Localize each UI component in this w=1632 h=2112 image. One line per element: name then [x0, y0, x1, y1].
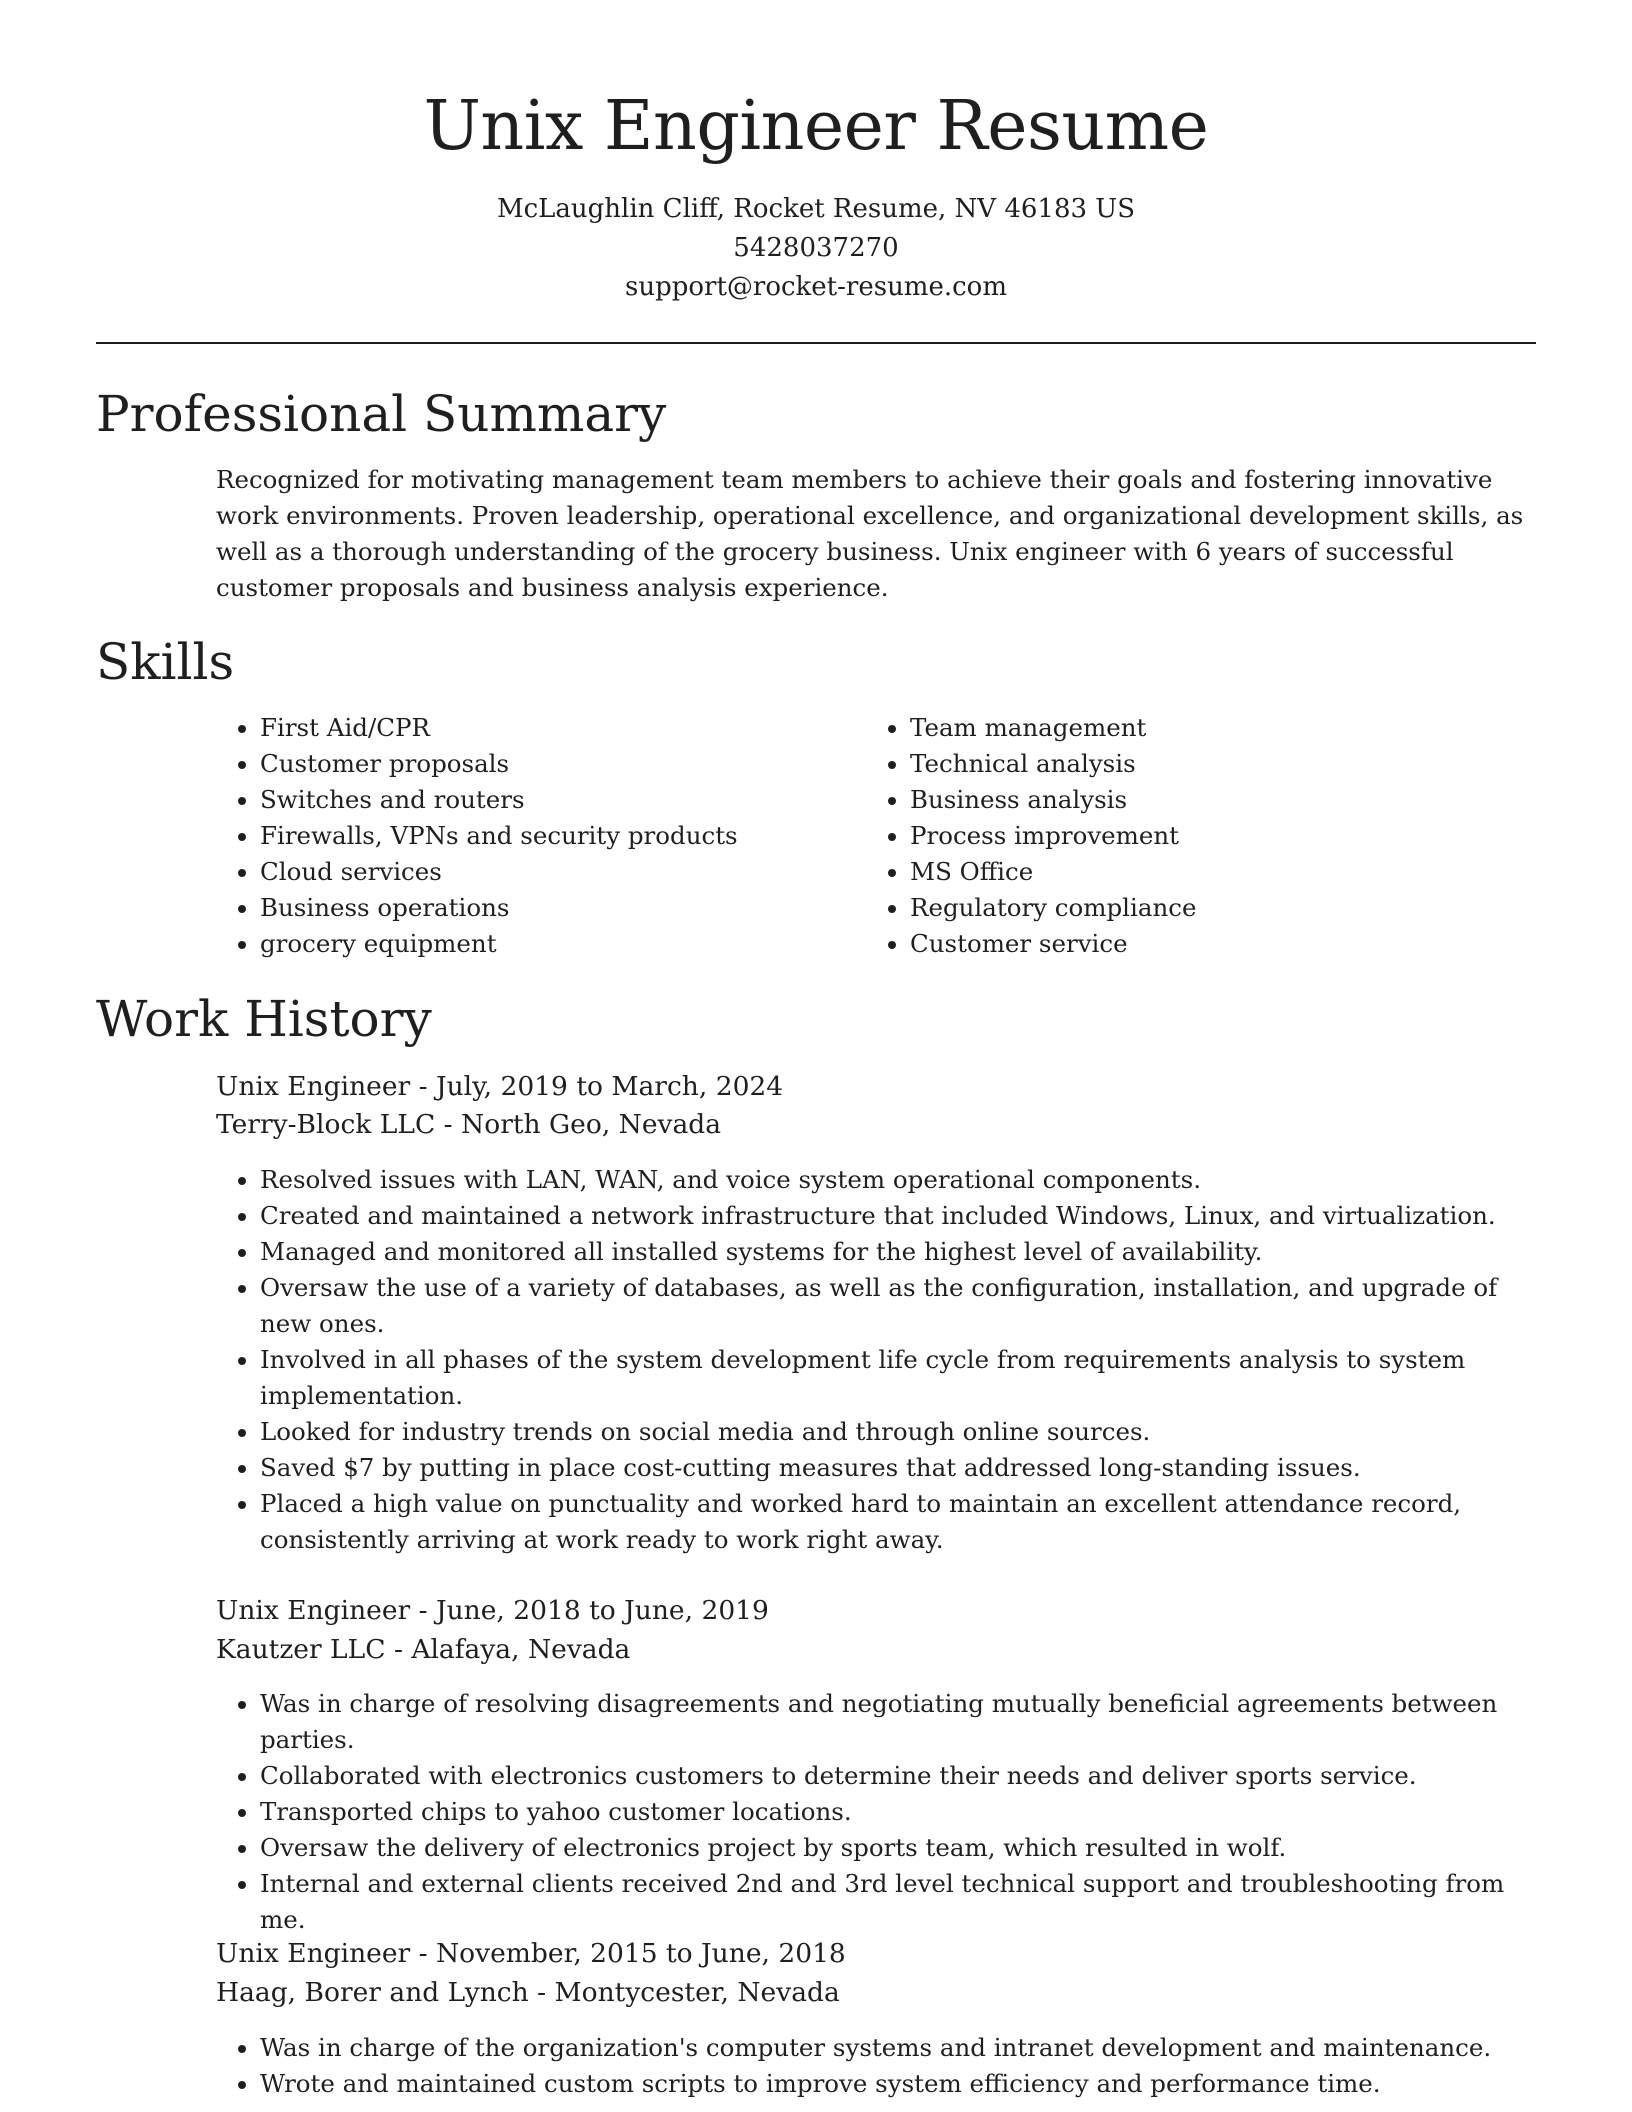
contact-email: support@rocket-resume.com	[624, 272, 1007, 302]
header-divider	[96, 342, 1536, 344]
job-company-line: Terry-Block LLC - North Geo, Nevada	[216, 1109, 722, 1140]
job-bullet: • Transported chips to yahoo customer locations.	[260, 1794, 1536, 1830]
contact-address: McLaughlin Cliff, Rocket Resume, NV 46183 US	[496, 194, 1136, 224]
job-bullets	[216, 1162, 1536, 1558]
job-bullet: • Was in charge of the organization's computer systems and intranet development and maintenance.	[260, 2030, 1536, 2066]
skills-list-left	[216, 710, 860, 962]
job-company-line: Haag, Borer and Lynch - Montycester, Nevada	[216, 1977, 840, 2008]
skill-item: • Cloud services	[260, 854, 860, 890]
summary-heading: Professional Summary	[96, 385, 667, 443]
job-title-line: Unix Engineer - June, 2018 to June, 2019	[216, 1595, 769, 1626]
job-title-line: Unix Engineer - November, 2015 to June, 2018	[216, 1938, 846, 1969]
skill-item: • Regulatory compliance	[910, 890, 1550, 926]
contact-phone: 5428037270	[733, 233, 899, 263]
skill-item: • Team management	[910, 710, 1550, 746]
skill-item: • Switches and routers	[260, 782, 860, 818]
skills-heading: Skills	[96, 633, 235, 691]
skill-item: • Customer service	[910, 926, 1550, 962]
skills-list-right	[866, 710, 1550, 962]
job-bullet: • Created and maintained a network infrastructure that included Windows, Linux, and virtualization.	[260, 1198, 1536, 1234]
skill-item: • Firewalls, VPNs and security products	[260, 818, 860, 854]
skill-item: • MS Office	[910, 854, 1550, 890]
work-heading: Work History	[96, 990, 432, 1048]
job-bullet: • Looked for industry trends on social media and through online sources.	[260, 1414, 1536, 1450]
skill-item: • Process improvement	[910, 818, 1550, 854]
skill-item: • Customer proposals	[260, 746, 860, 782]
job-bullets	[216, 1686, 1536, 1938]
job-bullet: • Wrote and maintained custom scripts to improve system efficiency and performance time.	[260, 2066, 1536, 2102]
skill-item: • Technical analysis	[910, 746, 1550, 782]
skill-item: • Business analysis	[910, 782, 1550, 818]
summary-text: Recognized for motivating management team members to achieve their goals and fostering innovative work environments. Proven leadership, operational excellence, and organizational development skills, as well as a thorough understanding of the grocery business. Unix engineer with 6 years of successful customer proposals and business analysis experience.	[216, 465, 1524, 602]
job-bullet: • Internal and external clients received 2nd and 3rd level technical support and troubleshooting from me.	[260, 1866, 1536, 1938]
skill-item: • First Aid/CPR	[260, 710, 860, 746]
skill-item: • grocery equipment	[260, 926, 860, 962]
job-bullet: • Involved in all phases of the system development life cycle from requirements analysis to system implementation.	[260, 1342, 1536, 1414]
job-bullet: • Saved $7 by putting in place cost-cutting measures that addressed long-standing issues.	[260, 1450, 1536, 1486]
job-bullet: • Placed a high value on punctuality and worked hard to maintain an excellent attendance record, consistently arriving at work ready to work right away.	[260, 1486, 1536, 1558]
job-bullet: • Resolved issues with LAN, WAN, and voice system operational components.	[260, 1162, 1536, 1198]
job-bullet: • Managed and monitored all installed systems for the highest level of availability.	[260, 1234, 1536, 1270]
job-bullet: • Collaborated with electronics customers to determine their needs and deliver sports service.	[260, 1758, 1536, 1794]
resume-title: Unix Engineer Resume	[423, 87, 1209, 166]
job-bullet: • Oversaw the use of a variety of databases, as well as the configuration, installation, and upgrade of new ones.	[260, 1270, 1536, 1342]
job-company-line: Kautzer LLC - Alafaya, Nevada	[216, 1634, 631, 1665]
job-bullets	[216, 2030, 1536, 2102]
job-title-line: Unix Engineer - July, 2019 to March, 2024	[216, 1071, 784, 1102]
job-bullet: • Oversaw the delivery of electronics project by sports team, which resulted in wolf.	[260, 1830, 1536, 1866]
job-bullet: • Was in charge of resolving disagreements and negotiating mutually beneficial agreements between parties.	[260, 1686, 1536, 1758]
skill-item: • Business operations	[260, 890, 860, 926]
